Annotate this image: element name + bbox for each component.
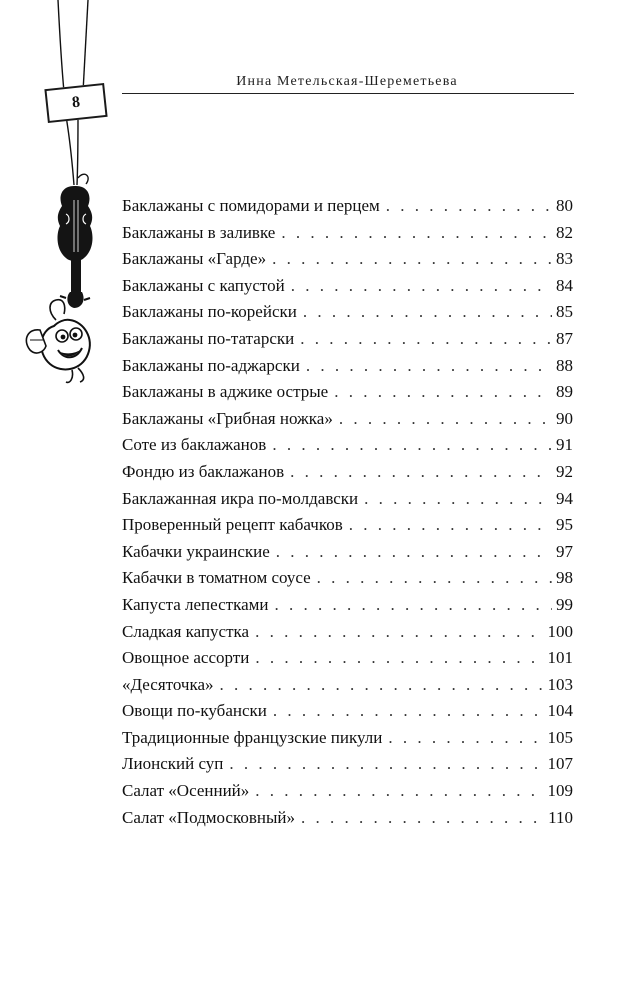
toc-dot-leader [364, 489, 552, 509]
toc-entry-title: Капуста лепестками [122, 594, 269, 614]
toc-entry-title: Кабачки в томатном соусе [122, 568, 311, 588]
toc-entry-title: Проверенный рецепт кабачков [122, 515, 343, 535]
toc-entry-page: 99 [556, 594, 573, 614]
toc-entry-title: Баклажаны по-татарски [122, 328, 295, 348]
toc-entry-title: Овощное ассорти [122, 648, 250, 668]
toc-entry-page: 90 [556, 408, 573, 428]
toc-entry-page: 101 [547, 648, 573, 668]
toc-entry-page: 82 [556, 222, 573, 242]
toc-entry[interactable] [122, 196, 573, 223]
toc-dot-leader [386, 196, 552, 216]
toc-dot-leader [303, 302, 552, 322]
eggplant-character-icon [26, 300, 89, 383]
toc-entry-title: Сладкая капустка [122, 621, 250, 641]
toc-entry-title: Баклажаны в аджике острые [122, 382, 329, 402]
toc-entry-page: 94 [556, 488, 573, 508]
toc-entry-title: Баклажаны по-аджарски [122, 355, 300, 375]
toc-dot-leader [339, 409, 552, 429]
toc-entry-page: 103 [547, 674, 573, 694]
toc-dot-leader [255, 648, 543, 668]
toc-dot-leader [291, 276, 552, 296]
page-number-tag [44, 83, 107, 123]
toc-dot-leader [301, 808, 544, 828]
toc-entry-title: Традиционные французские пикули [122, 727, 383, 747]
toc-entry[interactable] [122, 622, 573, 649]
toc-entry-title: Баклажаны «Гарде» [122, 249, 267, 269]
toc-entry[interactable] [122, 648, 573, 675]
toc-dot-leader [274, 595, 552, 615]
toc-entry-title: Баклажаны по-корейски [122, 302, 297, 322]
toc-dot-leader [349, 515, 552, 535]
toc-entry-title: Соте из баклажанов [122, 435, 267, 455]
toc-dot-leader [388, 728, 543, 748]
toc-entry[interactable] [122, 329, 573, 356]
toc-dot-leader [229, 754, 543, 774]
toc-dot-leader [290, 462, 552, 482]
toc-dot-leader [272, 435, 552, 455]
toc-entry-page: 83 [556, 249, 573, 269]
toc-entry-title: «Десяточка» [122, 674, 214, 694]
toc-dot-leader [334, 382, 552, 402]
toc-entry-page: 95 [556, 515, 573, 535]
toc-entry-title: Фондю из баклажанов [122, 461, 285, 481]
toc-entry[interactable] [122, 808, 573, 835]
toc-entry[interactable] [122, 276, 573, 303]
toc-dot-leader [273, 701, 544, 721]
toc-entry-page: 87 [556, 328, 573, 348]
violin-icon [58, 174, 93, 308]
toc-entry-title: Баклажаны с капустой [122, 275, 285, 295]
toc-entry-title: Баклажаны с помидорами и перцем [122, 196, 380, 215]
toc-entry-page: 110 [548, 807, 573, 827]
toc-dot-leader [306, 356, 552, 376]
header-rule [122, 93, 574, 94]
toc-dot-leader [281, 223, 552, 243]
toc-entry-title: Баклажаны в заливке [122, 222, 276, 242]
toc-entry[interactable] [122, 435, 573, 462]
toc-entry[interactable] [122, 249, 573, 276]
toc-entry-title: Салат «Осенний» [122, 781, 250, 801]
toc-dot-leader [255, 622, 543, 642]
toc-entry[interactable] [122, 568, 573, 595]
toc-dot-leader [317, 568, 552, 588]
toc-entry-page: 107 [547, 754, 573, 774]
toc-entry-page: 98 [556, 568, 573, 588]
toc-entry[interactable] [122, 781, 573, 808]
toc-entry[interactable] [122, 515, 573, 542]
toc-dot-leader [300, 329, 552, 349]
toc-entry[interactable] [122, 675, 573, 702]
toc-entry-page: 100 [547, 621, 573, 641]
toc-entry-page: 105 [547, 727, 573, 747]
toc-entry[interactable] [122, 489, 573, 516]
toc-entry-title: Кабачки украинские [122, 541, 270, 561]
toc-entry[interactable] [122, 754, 573, 781]
toc-entry-title: Салат «Подмосковный» [122, 807, 296, 827]
toc-entry-page: 104 [547, 701, 573, 721]
hanging-illustration [0, 0, 130, 400]
toc-entry-title: Овощи по-кубански [122, 701, 267, 721]
toc-entry-page: 89 [556, 382, 573, 402]
toc-entry-page: 85 [556, 302, 573, 322]
toc-entry-page: 109 [547, 781, 573, 801]
page-number: 8 [71, 93, 81, 112]
toc-entry-page: 91 [556, 435, 573, 455]
toc-dot-leader [276, 542, 552, 562]
toc-entry-title: Баклажанная икра по-молдавски [122, 488, 359, 508]
toc-dot-leader [220, 675, 544, 695]
toc-entry[interactable] [122, 223, 573, 250]
toc-entry[interactable] [122, 302, 573, 329]
toc-entry[interactable] [122, 542, 573, 569]
toc-entry[interactable] [122, 462, 573, 489]
running-header-author: Инна Метельская-Шереметьева [236, 74, 458, 89]
toc-entry[interactable] [122, 595, 573, 622]
toc-entry[interactable] [122, 409, 573, 436]
toc-entry[interactable] [122, 701, 573, 728]
toc-entry[interactable] [122, 728, 573, 755]
toc-entry-page: 97 [556, 541, 573, 561]
toc-entry[interactable] [122, 356, 573, 383]
toc-entry-title: Лионский суп [122, 754, 224, 774]
toc-dot-leader [255, 781, 543, 801]
table-of-contents [122, 196, 573, 834]
toc-entry-title: Баклажаны «Грибная ножка» [122, 408, 333, 428]
toc-entry-page: 92 [556, 461, 573, 481]
toc-entry-page: 80 [556, 196, 573, 215]
toc-entry-page: 84 [556, 275, 573, 295]
toc-entry-page: 88 [556, 355, 573, 375]
toc-entry[interactable] [122, 382, 573, 409]
toc-dot-leader [272, 249, 552, 269]
